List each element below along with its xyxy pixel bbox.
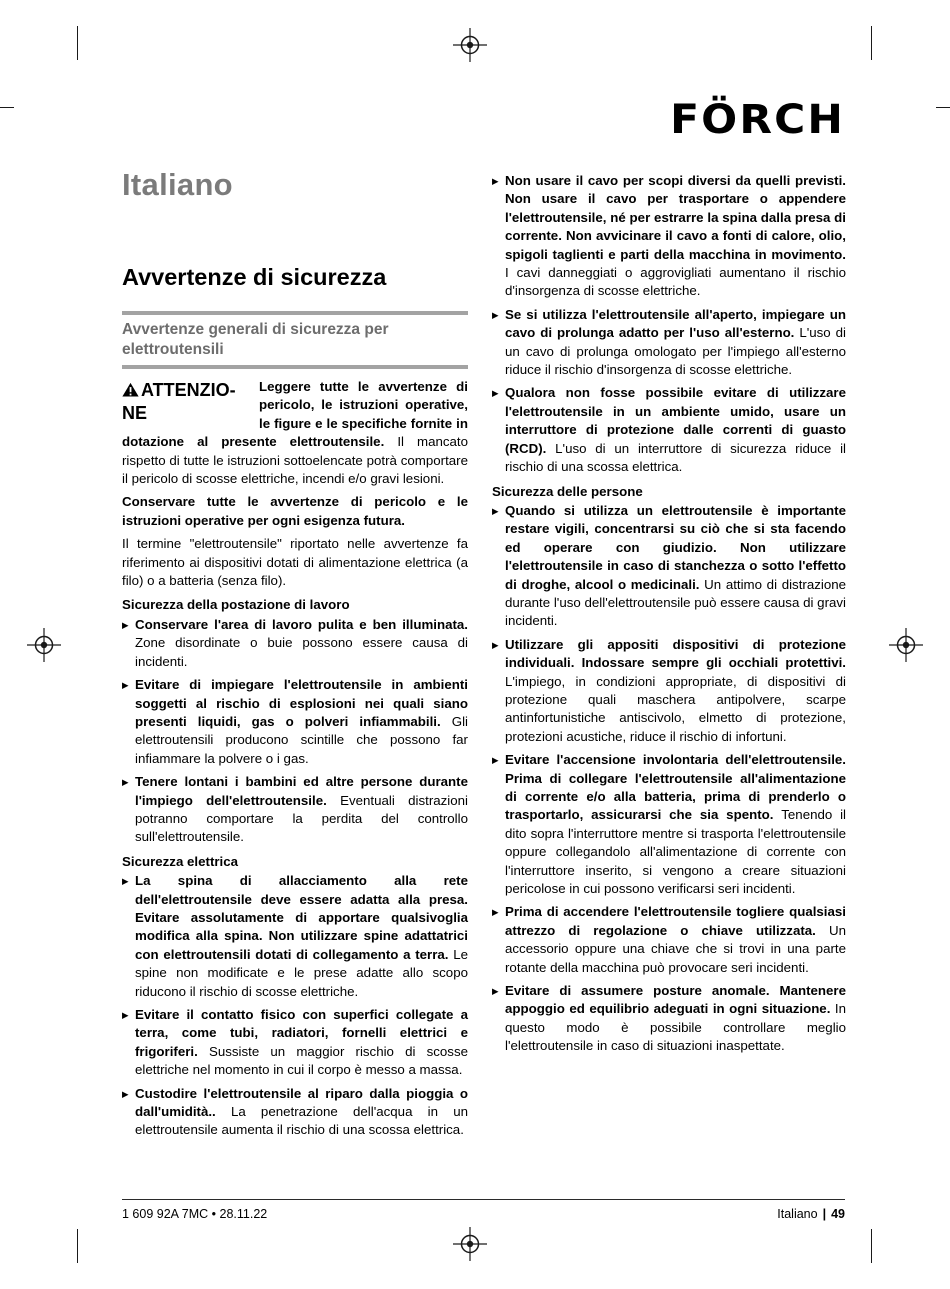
- bullet-text: [135, 1085, 468, 1140]
- bullet-item: [492, 903, 846, 977]
- bullet-arrow-icon: ▶: [492, 755, 499, 766]
- registration-mark: [453, 1227, 487, 1261]
- bullet-item: [122, 872, 468, 1001]
- registration-mark: [889, 628, 923, 662]
- text-body: Il termine "elettroutensile" riportato nelle avvertenze fa riferimento ai dispositivi dotati di alimentazione elettrica (a filo) o a batteria (senza filo).: [122, 536, 468, 589]
- text-body: Le spine non modificate e le prese adatte allo scopo riducono il rischio di scosse elettriche.: [135, 946, 468, 999]
- bullet-item: [492, 384, 846, 476]
- attention-label: [122, 378, 259, 425]
- bullet-arrow-icon: ▶: [122, 1088, 129, 1099]
- text-bold: Qualora non fosse possibile evitare di utilizzare l'elettroutensile in un ambiente umido, usare un interruttore di protezione dalle correnti di guasto (RCD).: [505, 385, 846, 456]
- text-bold: Tenere lontani i bambini ed altre persone durante l'impiego dell'elettroutensile.: [135, 774, 468, 808]
- footer-language: Italiano: [777, 1207, 818, 1221]
- language-title: Italiano: [122, 167, 233, 202]
- attention-body-text: Il mancato rispetto di tutte le istruzioni sottoelencate potrà comportare il pericolo di scosse elettriche, incendi e/o gravi lesioni.: [122, 434, 468, 487]
- left-column: [122, 168, 468, 1145]
- bullet-arrow-icon: ▶: [492, 388, 499, 399]
- bullet-text: [505, 502, 846, 631]
- paragraph: [122, 493, 468, 530]
- bullet-item: [492, 502, 846, 631]
- text-body: La penetrazione dell'acqua in un elettroutensile aumenta il rischio di una scossa elettrica.: [135, 1104, 468, 1138]
- bullet-text: [505, 751, 846, 898]
- text-bold: Evitare di impiegare l'elettroutensile in ambienti soggetti al rischio di esplosioni nei quali siano presenti liquidi, gas o polveri infiammabili.: [135, 677, 468, 729]
- attention-label-text: ATTENZIO- NE: [122, 380, 236, 423]
- attention-block: [122, 378, 468, 488]
- footer-separator: |: [822, 1207, 827, 1221]
- bullet-item: [122, 616, 468, 671]
- text-bold: Non usare il cavo per scopi diversi da quelli previsti. Non usare il cavo per trasportare o appendere l'elettroutensile, né per estrarre la spina dalla presa di corrente. Non avvicinare il cavo a fonti di calore, olio, spigoli taglienti e parti della macchina in movimento.: [505, 173, 846, 262]
- bullet-arrow-icon: ▶: [122, 777, 129, 788]
- text-bold: Evitare il contatto fisico con superfici collegate a terra, come tubi, radiatori, fornelli elettrici e frigoriferi.: [135, 1007, 468, 1059]
- text-bold: Utilizzare gli appositi dispositivi di protezione individuali. Indossare sempre gli occhiali protettivi.: [505, 636, 846, 671]
- text-bold: Conservare l'area di lavoro pulita e ben illuminata.: [135, 616, 468, 632]
- bullet-text: [135, 676, 468, 768]
- text-bold: La spina di allacciamento alla rete dell'elettroutensile deve essere adatta alla presa. Evitare assolutamente di apportare qualsivoglia modifica alla spina. Non utilizzare spine adattatrici con elettroutensili dotati di collegamento a terra.: [135, 873, 468, 962]
- bullet-arrow-icon: ▶: [492, 309, 499, 320]
- text-body: L'uso di un cavo di prolunga omologato per l'impiego all'esterno riduce il rischio d'insorgenza di scosse elettriche.: [505, 325, 846, 378]
- text-bold: Prima di accendere l'elettroutensile togliere qualsiasi attrezzo di regolazione o chiave utilizzata.: [505, 904, 846, 938]
- warning-icon: [122, 382, 139, 397]
- bullet-text: [505, 636, 846, 746]
- bullet-text: [505, 384, 846, 476]
- crop-mark: [0, 107, 14, 108]
- crop-mark: [77, 1229, 78, 1263]
- bullet-arrow-icon: ▶: [492, 986, 499, 997]
- group-heading: Sicurezza della postazione di lavoro: [122, 597, 350, 613]
- text-bold: Conservare tutte le avvertenze di pericolo e le istruzioni operative per ogni esigenza futura.: [122, 494, 468, 528]
- attention-bold-text: Leggere tutte le avvertenze di pericolo, le istruzioni operative, le figure e le specifiche fornite in dotazione al presente elettroutensile.: [122, 379, 468, 450]
- bullet-item: [122, 773, 468, 847]
- bullet-item: [492, 982, 846, 1056]
- bullet-text: [135, 872, 468, 1001]
- text-body: Eventuali distrazioni potranno comportare la perdita del controllo sull'elettroutensile.: [135, 792, 468, 845]
- text-body: Sussiste un maggior rischio di scosse elettriche nel momento in cui il corpo è messo a massa.: [135, 1043, 468, 1078]
- bullet-arrow-icon: ▶: [122, 619, 129, 630]
- forch-logo: FÖRCH: [670, 97, 845, 143]
- group-heading: Sicurezza delle persone: [492, 483, 643, 499]
- text-bold: Evitare l'accensione involontaria dell'elettroutensile. Prima di collegare l'elettroutensile all'alimentazione di corrente e/o alla batteria, prima di prenderlo o trasportarlo, assicurarsi che sia spento.: [505, 752, 846, 823]
- crop-mark: [871, 1229, 872, 1263]
- text-body: Gli elettroutensili producono scintille che possono far infiammare la polvere o i gas.: [135, 713, 468, 766]
- bullet-item: [492, 751, 846, 898]
- registration-mark: [453, 28, 487, 62]
- text-body: Tenendo il dito sopra l'interruttore mentre si trasporta l'elettroutensile oppure collegandolo all'alimentazione di corrente con l'interruttore inserito, si vengono a creare situazioni pericolose in cui possono verificarsi seri incidenti.: [505, 807, 846, 897]
- text-body: L'uso di un interruttore di sicurezza riduce il rischio di una scossa elettrica.: [505, 440, 846, 475]
- bullet-item: [122, 676, 468, 768]
- footer-doc-code: 1 609 92A 7MC • 28.11.22: [122, 1207, 268, 1221]
- bullet-arrow-icon: ▶: [122, 680, 129, 691]
- text-bold: Custodire l'elettroutensile al riparo dalla pioggia o dall'umidità..: [135, 1085, 468, 1120]
- bullet-arrow-icon: ▶: [492, 176, 499, 186]
- bullet-item: [122, 1085, 468, 1140]
- bullet-arrow-icon: ▶: [492, 639, 499, 650]
- bullet-arrow-icon: ▶: [122, 876, 129, 887]
- text-body: Un accessorio oppure una chiave che si trovi in una parte rotante della macchina può provocare seri incidenti.: [505, 922, 846, 975]
- crop-mark: [936, 107, 950, 108]
- section-title: Avvertenze di sicurezza: [122, 264, 387, 290]
- bullet-text: [505, 982, 846, 1056]
- text-bold: Se si utilizza l'elettroutensile all'aperto, impiegare un cavo di prolunga adatto per l'uso all'esterno.: [505, 306, 846, 341]
- crop-mark: [77, 26, 78, 60]
- text-body: In questo modo è possibile controllare meglio l'elettroutensile in caso di situazioni inaspettate.: [505, 1001, 846, 1054]
- paragraph: [122, 535, 468, 590]
- bullet-item: [492, 636, 846, 746]
- registration-mark: [27, 628, 61, 662]
- bullet-text: [135, 773, 468, 847]
- bullet-text: [505, 903, 846, 977]
- crop-mark: [871, 26, 872, 60]
- subsection-title: Avvertenze generali di sicurezza per elettroutensili: [122, 311, 468, 369]
- right-column: [492, 172, 846, 1061]
- text-body: I cavi danneggiati o aggrovigliati aumentano il rischio d'insorgenza di scosse elettriche.: [505, 265, 846, 299]
- text-bold: Evitare di assumere posture anomale. Mantenere appoggio ed equilibrio adeguati in ogni situazione.: [505, 983, 846, 1017]
- bullet-item: [122, 1006, 468, 1080]
- text-body: Zone disordinate o buie possono essere causa di incidenti.: [135, 635, 468, 669]
- bullet-text: [505, 306, 846, 380]
- bullet-arrow-icon: ▶: [492, 907, 499, 918]
- bullet-text: [135, 1006, 468, 1080]
- bullet-text: [505, 172, 846, 301]
- group-heading: Sicurezza elettrica: [122, 853, 239, 869]
- footer-page-number: 49: [831, 1207, 845, 1221]
- bullet-text: [135, 616, 468, 671]
- text-bold: Quando si utilizza un elettroutensile è importante restare vigili, concentrarsi su ciò che si sta facendo ed operare con giudizio. Non utilizzare l'elettroutensile in caso di stanchezza o sotto l'effetto di droghe, alcool o medicinali.: [505, 502, 846, 592]
- bullet-arrow-icon: ▶: [122, 1010, 129, 1020]
- text-body: Un attimo di distrazione durante l'uso dell'elettroutensile può essere causa di gravi incidenti.: [505, 576, 846, 629]
- text-body: L'impiego, in condizioni appropriate, di dispositivi di protezione quali maschera antipolvere, scarpe antinfortunistiche antiscivolo, elmetto di protezione, protezioni acustiche, riduce il rischio di infortuni.: [505, 673, 846, 744]
- bullet-item: [492, 306, 846, 380]
- bullet-item: [492, 172, 846, 301]
- bullet-arrow-icon: ▶: [492, 505, 499, 516]
- footer-page-info: [777, 1207, 845, 1222]
- footer: [122, 1199, 845, 1222]
